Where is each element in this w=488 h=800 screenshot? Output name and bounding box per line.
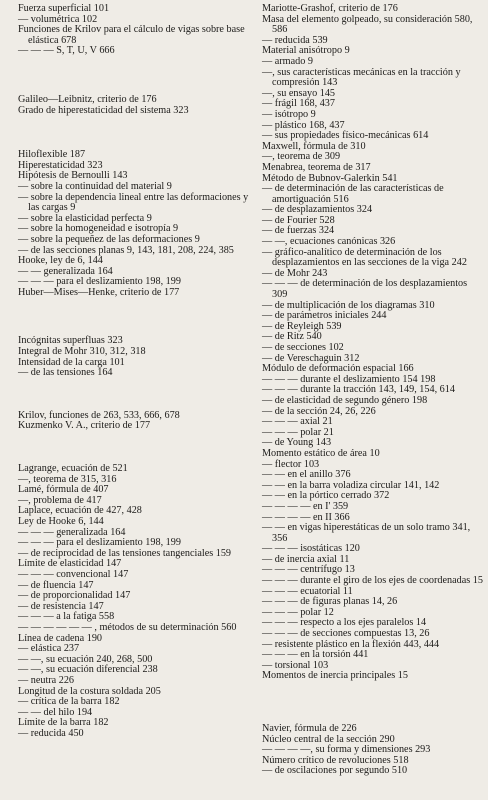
index-entry: — — — isostáticas 120	[262, 543, 360, 555]
index-entry: —, teorema de 309	[262, 151, 341, 163]
index-entry: — — — para el deslizamiento 198, 199	[18, 276, 181, 288]
index-entry: — — — durante el deslizamiento 154 198	[262, 373, 436, 385]
index-entry: Integral de Mohr 310, 312, 318	[18, 346, 146, 358]
index-entry: Grado de hiperestaticidad del sistema 323	[18, 104, 189, 116]
index-entry: — — — respecto a los ejes paralelos 14	[262, 617, 427, 629]
index-entry: — — — en la torsión 441	[262, 649, 369, 661]
index-entry: Momentos de inercia principales 15	[262, 670, 408, 682]
index-entry: Incógnitas superfluas 323	[18, 335, 123, 347]
index-entry: — volumétrica 102	[18, 13, 98, 25]
index-entry: — — — polar 12	[262, 606, 334, 618]
index-entry: — — — axial 21	[262, 416, 333, 428]
index-entry: Laplace, ecuación de 427, 428	[18, 505, 142, 517]
index-entry: — — del hilo 194	[18, 706, 93, 718]
index-entry: — isótropo 9	[262, 108, 316, 120]
index-entry: — — — —, su forma y dimensiones 293	[262, 744, 431, 756]
index-entry: — — — para el deslizamiento 198, 199	[18, 537, 181, 549]
index-entry: — sobre la continuidad del material 9	[18, 180, 172, 192]
index-entry: — — — S, T, U, V 666	[18, 45, 115, 57]
index-entry: — — — durante la tracción 143, 149, 154, 614	[262, 384, 455, 396]
index-entry: — elástica 237	[18, 643, 80, 655]
index-entry: — de fluencia 147	[18, 579, 94, 591]
index-entry: Hooke, ley de 6, 144	[18, 255, 103, 267]
index-entry: — — generalizada 164	[18, 265, 113, 277]
index-entry: — sobre la homogeneidad e isotropía 9	[18, 223, 179, 235]
index-right-column	[262, 4, 484, 777]
index-entry: Método de Bubnov-Galerkin 541	[262, 172, 398, 184]
index-entry: Número crítico de revoluciones 518	[262, 754, 409, 766]
index-entry: — crítica de la barra 182	[18, 696, 120, 708]
index-entry: — de parámetros iniciales 244	[262, 310, 387, 322]
index-entry: Núcleo central de la sección 290	[262, 733, 395, 745]
index-entry: — sobre la dependencia lineal entre las deformaciones y las cargas 9	[18, 191, 249, 214]
index-entry: Funciones de Krilov para el cálculo de vigas sobre base elástica 678	[18, 24, 245, 46]
index-entry: Línea de cadena 190	[18, 632, 103, 644]
index-entry: —, problema de 417	[18, 494, 102, 506]
index-entry: — sobre la elasticidad perfecta 9	[18, 212, 152, 224]
index-entry: — — en vigas hiperestáticas de un solo tramo 341, 356	[262, 522, 471, 544]
index-entry: —, teorema de 315, 316	[18, 473, 117, 485]
index-entry: Hiperestaticidad 323	[18, 159, 103, 171]
index-entry: Intensidad de la carga 101	[18, 356, 125, 368]
index-entry: — de determinación de las características de amortiguación 516	[262, 183, 444, 205]
index-entry: Mariotte-Grashof, criterio de 176	[262, 3, 398, 14]
index-entry: — de multiplicación de los diagramas 310	[262, 299, 435, 311]
index-entry: — resistente plástico en la flexión 443, 444	[262, 638, 440, 650]
index-entry: — de las secciones planas 9, 143, 181, 208, 224, 385	[18, 244, 234, 256]
index-entry: — — — de determinación de los desplazamientos 309	[262, 278, 468, 301]
index-entry: — de oscilaciones por segundo 510	[262, 765, 408, 777]
index-entry: — de la sección 24, 26, 226	[262, 405, 376, 417]
index-entry: —, su ensayo 145	[262, 87, 336, 99]
index-entry: — reducida 450	[18, 727, 84, 739]
index-entry: — de desplazamientos 324	[262, 204, 373, 216]
index-entry: — de Young 143	[262, 437, 332, 449]
index-entry: Ley de Hooke 6, 144	[18, 516, 104, 527]
index-entry: — reducida 539	[262, 34, 328, 46]
index-entry: — de inercia axial 11	[262, 553, 350, 565]
index-entry: Fuerza superficial 101	[18, 3, 110, 14]
index-entry: — de reciprocidad de las tensiones tangenciales 159	[18, 547, 232, 559]
index-entry: — de Fourier 528	[262, 214, 335, 226]
index-entry: — de las tensiones 164	[18, 367, 113, 379]
index-entry: — flector 103	[262, 458, 320, 470]
index-entry: Hiloflexible 187	[18, 149, 86, 161]
index-entry: —, sus características mecánicas en la tracción y compresión 143	[262, 66, 461, 89]
index-entry: — — — de secciones compuestas 13, 26	[262, 628, 430, 640]
index-entry: Menabrea, teorema de 317	[262, 161, 371, 173]
index-entry: — de secciones 102	[262, 342, 344, 353]
index-entry: Maxwell, fórmula de 310	[262, 140, 366, 152]
index-entry: — — — polar 21	[262, 426, 334, 438]
index-left-column	[18, 4, 254, 739]
index-entry: Longitud de la costura soldada 205	[18, 685, 161, 697]
index-entry: Lagrange, ecuación de 521	[18, 463, 128, 475]
index-entry: — — — de figuras planas 14, 26	[262, 596, 398, 608]
index-entry: — de proporcionalidad 147	[18, 590, 131, 602]
index-entry: — sobre la pequeñez de las deformaciones 9	[18, 233, 200, 245]
index-entry: — de Mohr 243	[262, 267, 328, 279]
index-entry: — sus propiedades físico-mecánicas 614	[262, 130, 429, 142]
index-entry: Masa del elemento golpeado, su consideración 580, 586	[262, 13, 473, 36]
index-entry: Material anisótropo 9	[262, 45, 350, 57]
index-entry: Galileo—Leibnitz, criterio de 176	[18, 93, 157, 105]
index-entry: — —, su ecuación 240, 268, 500	[18, 653, 153, 665]
index-entry: — neutra 226	[18, 674, 75, 686]
index-entry: — de resistencia 147	[18, 600, 104, 612]
index-entry: — gráfico-analítico de determinación de los desplazamientos en las secciones de la viga 242	[262, 246, 467, 269]
index-entry: — — — centrífugo 13	[262, 564, 355, 576]
index-entry: — — — generalizada 164	[18, 526, 126, 538]
index-entry: — de fuerzas 324	[262, 225, 335, 237]
index-entry: Lamé, fórmula de 407	[18, 484, 109, 496]
index-entry: — armado 9	[262, 55, 313, 67]
index-entry: — — — durante el giro de los ejes de coordenadas 15	[262, 575, 483, 587]
index-entry: — — — — en I' 359	[262, 500, 349, 512]
index-entry: — torsional 103	[262, 659, 329, 671]
index-entry: — de Vereschaguin 312	[262, 352, 360, 364]
index-entry: Hipótesis de Bernoulli 143	[18, 170, 128, 182]
index-entry: — plástico 168, 437	[262, 119, 345, 131]
index-entry: — —, ecuaciones canónicas 326	[262, 236, 396, 248]
index-entry: Módulo de deformación espacial 166	[262, 363, 414, 375]
index-entry: — de Ritz 540	[262, 331, 322, 343]
index-entry: Kuzmenko V. A., criterio de 177	[18, 420, 151, 432]
index-entry: — de Reyleigh 539	[262, 320, 342, 332]
index-entry: — — en la barra voladiza circular 141, 142	[262, 479, 440, 491]
index-entry: — frágil 168, 437	[262, 98, 335, 110]
index-entry: — de elasticidad de segundo género 198	[262, 394, 428, 406]
index-entry: — — — ecuatorial 11	[262, 585, 353, 597]
index-entry: Momento estático de área 10	[262, 447, 380, 459]
index-entry: — — en el anillo 376	[262, 469, 351, 481]
index-entry: — — — — — — , métodos de su determinación 560	[18, 621, 237, 633]
index-entry: Límite de elasticidad 147	[18, 558, 122, 570]
index-entry: Krilov, funciones de 263, 533, 666, 678	[18, 409, 180, 421]
index-entry: Navier, fórmula de 226	[262, 723, 357, 734]
index-entry: Límite de la barra 182	[18, 717, 109, 729]
index-entry: — —, su ecuación diferencial 238	[18, 664, 158, 676]
index-entry: — — — — en II 366	[262, 511, 350, 523]
index-entry: — — — a la fatiga 558	[18, 611, 115, 623]
index-entry: — — en la pórtico cerrado 372	[262, 490, 390, 502]
index-entry: Huber—Mises—Henke, criterio de 177	[18, 286, 180, 298]
index-entry: — — — convencional 147	[18, 568, 129, 580]
